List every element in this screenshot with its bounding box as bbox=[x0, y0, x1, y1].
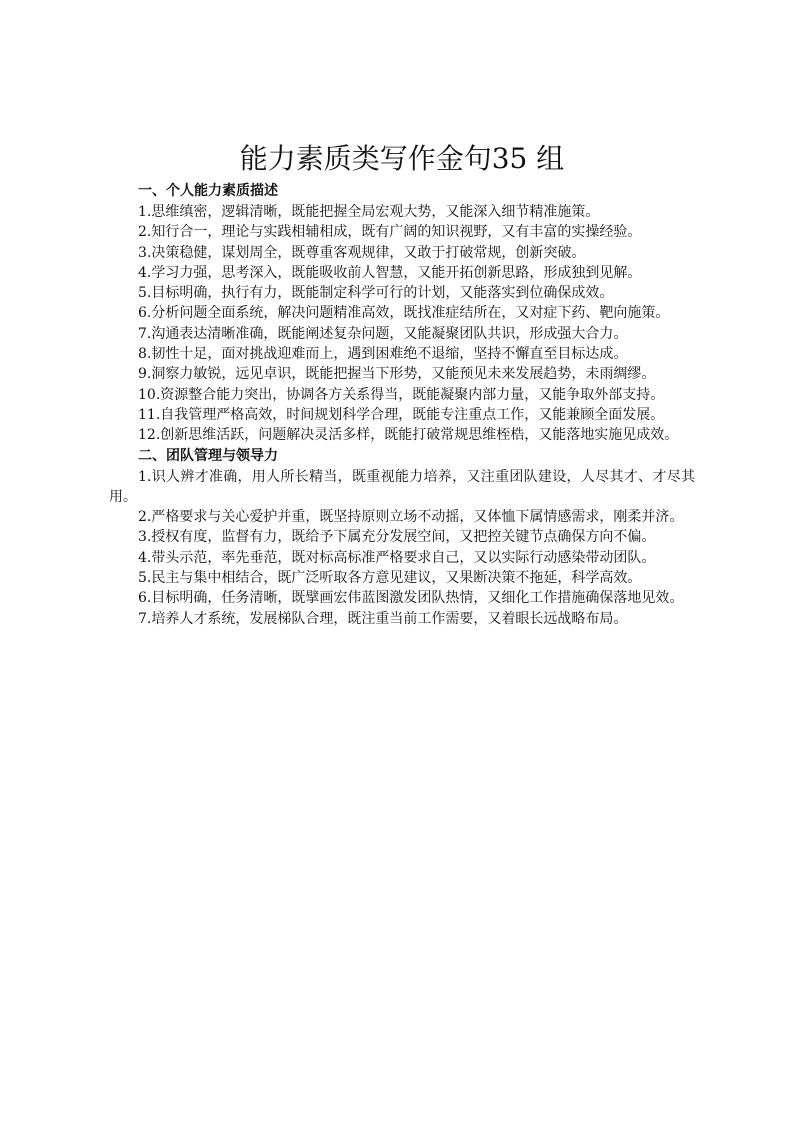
paragraph: 2.严格要求与关心爱护并重，既坚持原则立场不动摇，又体恤下属情感需求，刚柔并济。 bbox=[138, 509, 684, 526]
paragraph: 2.知行合一，理论与实践相辅相成，既有广阔的知识视野，又有丰富的实操经验。 bbox=[138, 224, 642, 241]
paragraph: 5.目标明确，执行有力，既能制定科学可行的计划，又能落实到位确保成效。 bbox=[138, 285, 614, 302]
paragraph: 1.思维缜密，逻辑清晰，既能把握全局宏观大势，又能深入细节精准施策。 bbox=[138, 204, 600, 220]
section-heading: 二、团队管理与领导力 bbox=[138, 447, 278, 464]
paragraph: 7.培养人才系统，发展梯队合理，既注重当前工作需要，又着眼长远战略布局。 bbox=[138, 610, 628, 627]
paragraph: 12.创新思维活跃，问题解决灵活多样，既能打破常规思维桎梏，又能落地实施见成效。 bbox=[138, 427, 679, 444]
paragraph: 4.带头示范，率先垂范，既对标高标准严格要求自己，又以实际行动感染带动团队。 bbox=[138, 549, 656, 566]
paragraph: 10.资源整合能力突出，协调各方关系得当，既能凝聚内部力量，又能争取外部支持。 bbox=[138, 386, 665, 403]
paragraph: 3.授权有度，监督有力，既给予下属充分发展空间，又把控关键节点确保方向不偏。 bbox=[138, 529, 656, 546]
paragraph: 9.洞察力敏锐，远见卓识，既能把握当下形势，又能预见未来发展趋势，未雨绸缪。 bbox=[138, 366, 656, 383]
paragraph: 6.目标明确，任务清晰，既擘画宏伟蓝图激发团队热情，又细化工作措施确保落地见效。 bbox=[138, 590, 684, 607]
document-title: 能力素质类写作金句35 组 bbox=[239, 142, 565, 175]
document-body bbox=[109, 137, 695, 629]
paragraph: 3.决策稳健，谋划周全，既尊重客观规律，又敢于打破常规，创新突破。 bbox=[138, 244, 586, 261]
paragraph: 7.沟通表达清晰准确，既能阐述复杂问题，又能凝聚团队共识，形成强大合力。 bbox=[138, 325, 628, 342]
paragraph: 1.识人辨才准确，用人所长精当，既重视能力培养，又注重团队建设，人尽其才、才尽其用。 bbox=[109, 468, 695, 505]
paragraph: 5.民主与集中相结合，既广泛听取各方意见建议，又果断决策不拖延，科学高效。 bbox=[138, 570, 642, 587]
paragraph: 4.学习力强，思考深入，既能吸收前人智慧，又能开拓创新思路，形成独到见解。 bbox=[138, 264, 642, 281]
section-personal-ability bbox=[109, 181, 695, 446]
section-heading: 一、个人能力素质描述 bbox=[138, 183, 278, 199]
paragraph: 11.自我管理严格高效，时间规划科学合理，既能专注重点工作，又能兼顾全面发展。 bbox=[138, 406, 665, 423]
paragraph: 6.分析问题全面系统，解决问题精准高效，既找准症结所在，又对症下药、靶向施策。 bbox=[138, 305, 670, 322]
section-team-leadership bbox=[109, 446, 695, 629]
paragraph: 8.韧性十足，面对挑战迎难而上，遇到困难绝不退缩，坚持不懈直至目标达成。 bbox=[138, 346, 628, 363]
